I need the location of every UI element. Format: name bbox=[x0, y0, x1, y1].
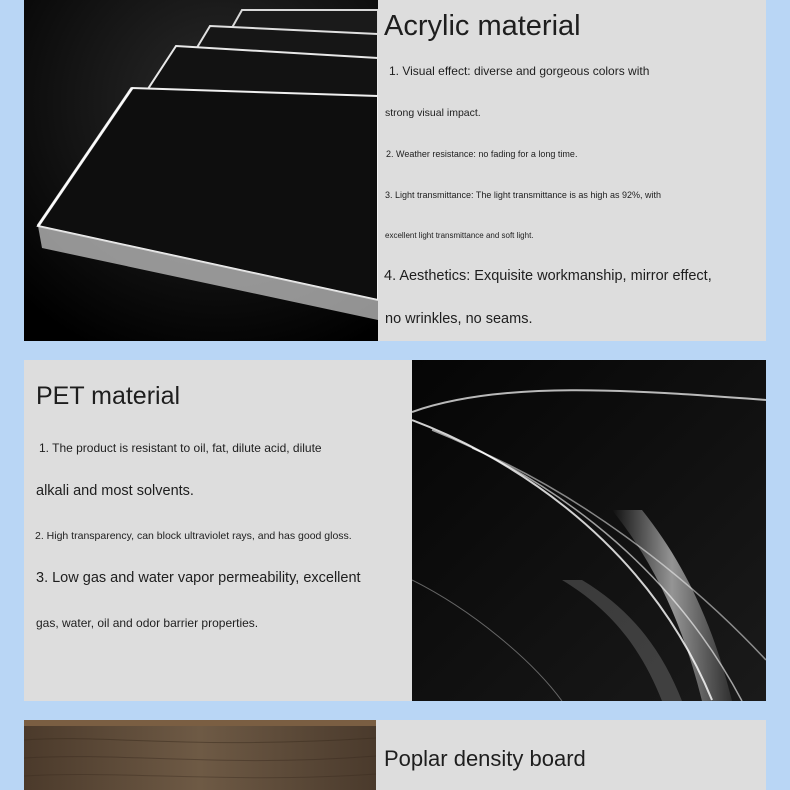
pet-line-4: 3. Low gas and water vapor permeability, excellent bbox=[36, 570, 361, 586]
pet-line-1: 1. The product is resistant to oil, fat, dilute acid, dilute bbox=[39, 441, 322, 455]
acrylic-line-3: 2. Weather resistance: no fading for a long time. bbox=[386, 149, 578, 159]
poplar-section bbox=[24, 720, 766, 790]
pet-film-photo bbox=[412, 360, 766, 701]
poplar-title: Poplar density board bbox=[384, 746, 586, 771]
acrylic-sheets-photo bbox=[24, 0, 378, 341]
pet-film-illustration bbox=[412, 360, 766, 701]
acrylic-section bbox=[24, 0, 766, 341]
acrylic-line-7: no wrinkles, no seams. bbox=[385, 311, 533, 327]
acrylic-line-1: 1. Visual effect: diverse and gorgeous colors with bbox=[389, 64, 650, 78]
pet-section bbox=[24, 360, 766, 701]
poplar-board-illustration bbox=[24, 720, 376, 790]
acrylic-title: Acrylic material bbox=[384, 10, 581, 42]
acrylic-line-6: 4. Aesthetics: Exquisite workmanship, mirror effect, bbox=[384, 268, 712, 284]
pet-line-2: alkali and most solvents. bbox=[36, 483, 194, 499]
acrylic-line-5: excellent light transmittance and soft light. bbox=[385, 231, 534, 240]
pet-title: PET material bbox=[36, 382, 181, 410]
acrylic-sheets-illustration bbox=[24, 0, 378, 341]
acrylic-line-4: 3. Light transmittance: The light transmittance is as high as 92%, with bbox=[385, 190, 661, 200]
acrylic-line-2: strong visual impact. bbox=[385, 107, 481, 119]
poplar-board-photo bbox=[24, 720, 376, 790]
pet-line-5: gas, water, oil and odor barrier properties. bbox=[36, 616, 259, 630]
pet-line-3: 2. High transparency, can block ultraviolet rays, and has good gloss. bbox=[35, 530, 352, 542]
